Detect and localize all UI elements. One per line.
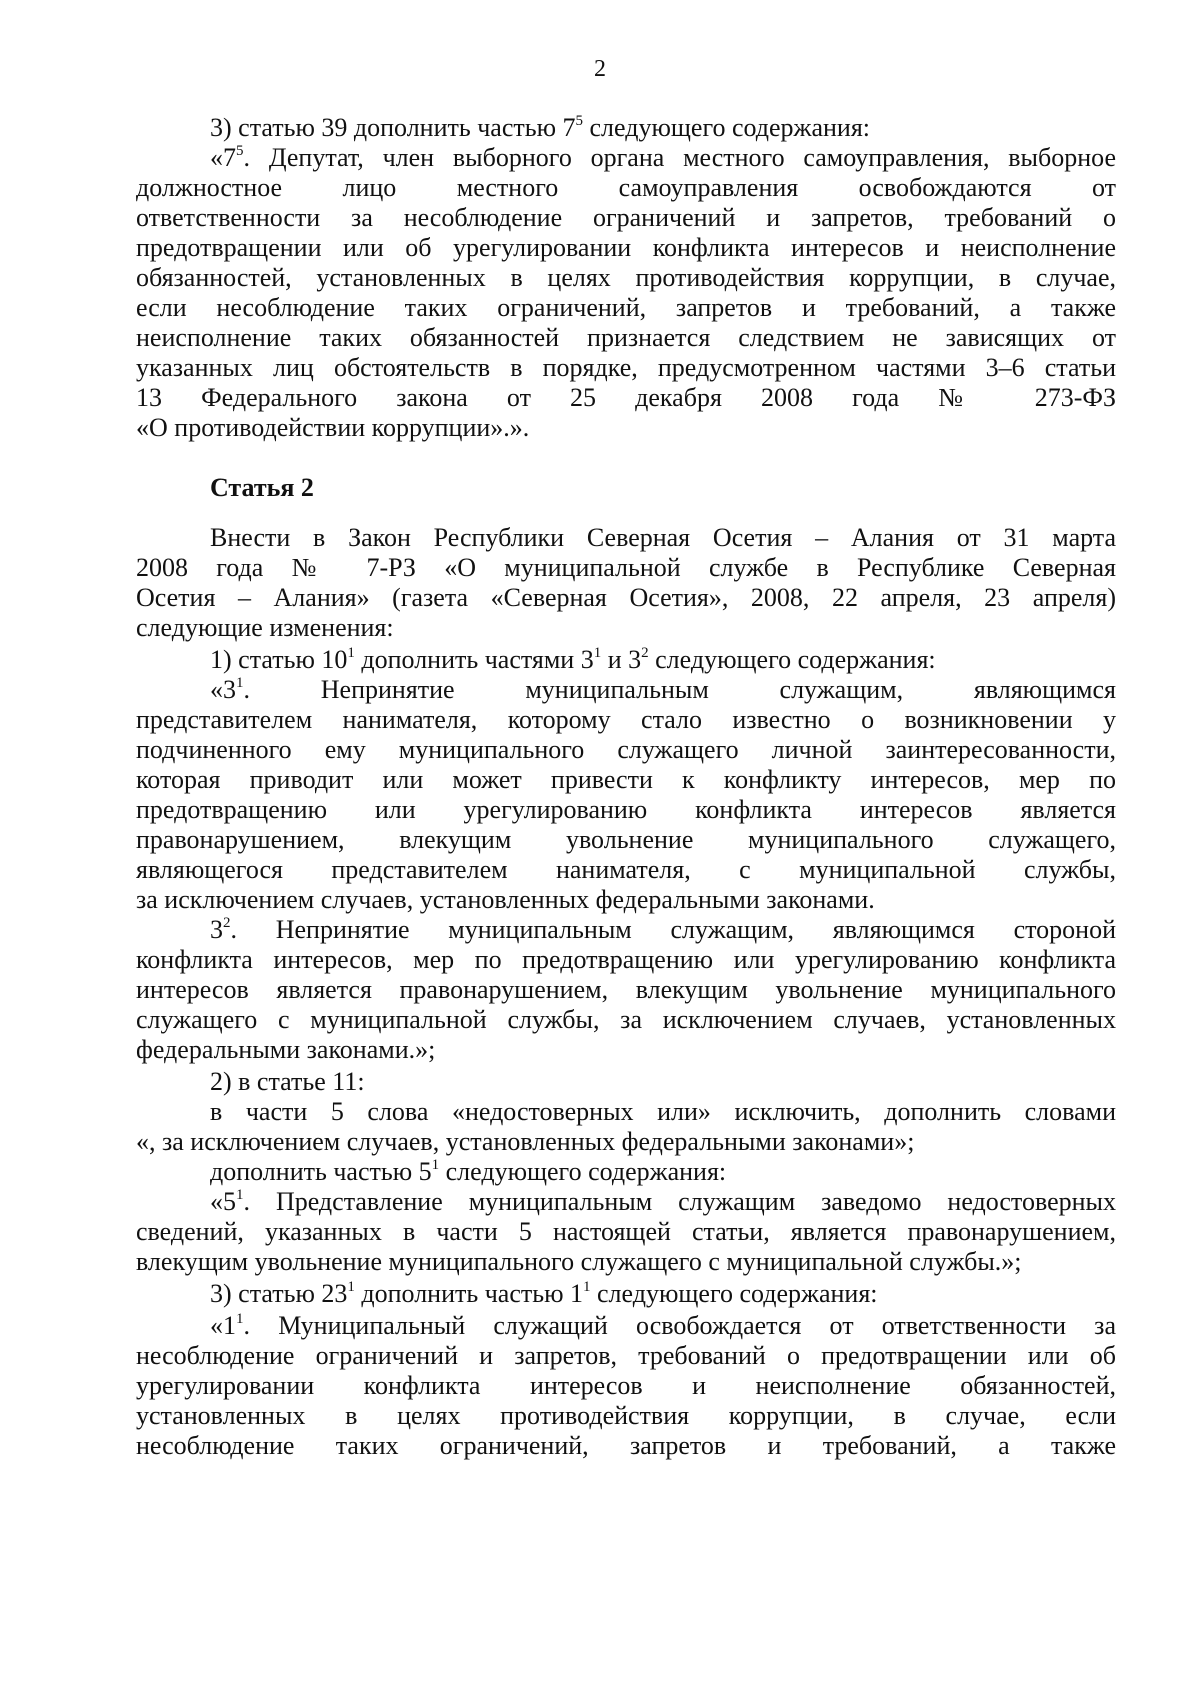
- text-line: «$7^5$. Депутат, член выборного органа местного самоуправления, выборное: [210, 143, 1116, 172]
- text-line: «$1^1$. Муниципальный служащий освобождается от ответственности за: [210, 1311, 1116, 1340]
- page-number: 2: [594, 56, 606, 82]
- text-line: «$5^1$. Представление муниципальным служащим заведомо недостоверных: [210, 1187, 1116, 1216]
- text-line: урегулировании конфликта интересов и неисполнение обязанностей,: [136, 1371, 1116, 1400]
- text-line: предотвращении или об урегулировании конфликта интересов и неисполнение: [136, 233, 1116, 262]
- text-line: следующие изменения:: [136, 613, 394, 642]
- text-line: если несоблюдение таких ограничений, запретов и требований, а также: [136, 293, 1116, 322]
- text-line: $3^2$. Непринятие муниципальным служащим, являющимся стороной: [210, 915, 1116, 944]
- text-line: федеральными законами.»;: [136, 1035, 436, 1064]
- text-line: влекущим увольнение муниципального служащего с муниципальной службы.»;: [136, 1247, 1022, 1276]
- text-line: 3) статью $23^1$ дополнить частью $1^1$ следующего содержания:: [210, 1279, 878, 1308]
- text-line: сведений, указанных в части 5 настоящей статьи, является правонарушением,: [136, 1217, 1116, 1246]
- text-line: 2008 года № 7-РЗ «О муниципальной службе в Республике Северная: [136, 553, 1116, 582]
- text-line: неисполнение таких обязанностей признается следствием не зависящих от: [136, 323, 1116, 352]
- text-line: несоблюдение ограничений и запретов, требований о предотвращении или об: [136, 1341, 1116, 1370]
- text-line: представителем нанимателя, которому стало известно о возникновении у: [136, 705, 1116, 734]
- text-line: дополнить частью $5^1$ следующего содержания:: [210, 1157, 727, 1186]
- text-line: должностное лицо местного самоуправления освобождаются от: [136, 173, 1116, 202]
- text-line: 3) статью 39 дополнить частью $7^5$ следующего содержания:: [210, 113, 871, 142]
- text-line: установленных в целях противодействия коррупции, в случае, если: [136, 1401, 1116, 1430]
- text-line: в части 5 слова «недостоверных или» исключить, дополнить словами: [210, 1097, 1116, 1126]
- text-line: указанных лиц обстоятельств в порядке, предусмотренном частями 3–6 статьи: [136, 353, 1116, 382]
- text-line: «, за исключением случаев, установленных федеральными законами»;: [136, 1127, 915, 1156]
- text-line: которая приводит или может привести к конфликту интересов, мер по: [136, 765, 1116, 794]
- text-line: предотвращению или урегулированию конфликта интересов является: [136, 795, 1116, 824]
- text-line: правонарушением, влекущим увольнение муниципального служащего,: [136, 825, 1116, 854]
- article-heading: Статья 2: [210, 473, 314, 502]
- text-line: несоблюдение таких ограничений, запретов и требований, а также: [136, 1431, 1116, 1460]
- text-line: 2) в статье 11:: [210, 1067, 365, 1096]
- text-line: за исключением случаев, установленных федеральными законами.: [136, 885, 875, 914]
- text-line: интересов является правонарушением, влекущим увольнение муниципального: [136, 975, 1116, 1004]
- text-line: служащего с муниципальной службы, за исключением случаев, установленных: [136, 1005, 1116, 1034]
- text-line: ответственности за несоблюдение ограничений и запретов, требований о: [136, 203, 1116, 232]
- text-line: «О противодействии коррупции».».: [136, 413, 530, 442]
- text-line: подчиненного ему муниципального служащего личной заинтересованности,: [136, 735, 1116, 764]
- text-line: Осетия – Алания» (газета «Северная Осетия», 2008, 22 апреля, 23 апреля): [136, 583, 1116, 612]
- text-line: 1) статью $10^1$ дополнить частями $3^1$ и $3^2$ следующего содержания:: [210, 645, 936, 674]
- text-line: являющегося представителем нанимателя, с муниципальной службы,: [136, 855, 1116, 884]
- text-line: конфликта интересов, мер по предотвращению или урегулированию конфликта: [136, 945, 1116, 974]
- text-line: Внести в Закон Республики Северная Осетия – Алания от 31 марта: [210, 523, 1116, 552]
- text-line: 13 Федерального закона от 25 декабря 2008 года № 273-ФЗ: [136, 383, 1116, 412]
- text-line: «$3^1$. Непринятие муниципальным служащим, являющимся: [210, 675, 1116, 704]
- text-line: обязанностей, установленных в целях противодействия коррупции, в случае,: [136, 263, 1116, 292]
